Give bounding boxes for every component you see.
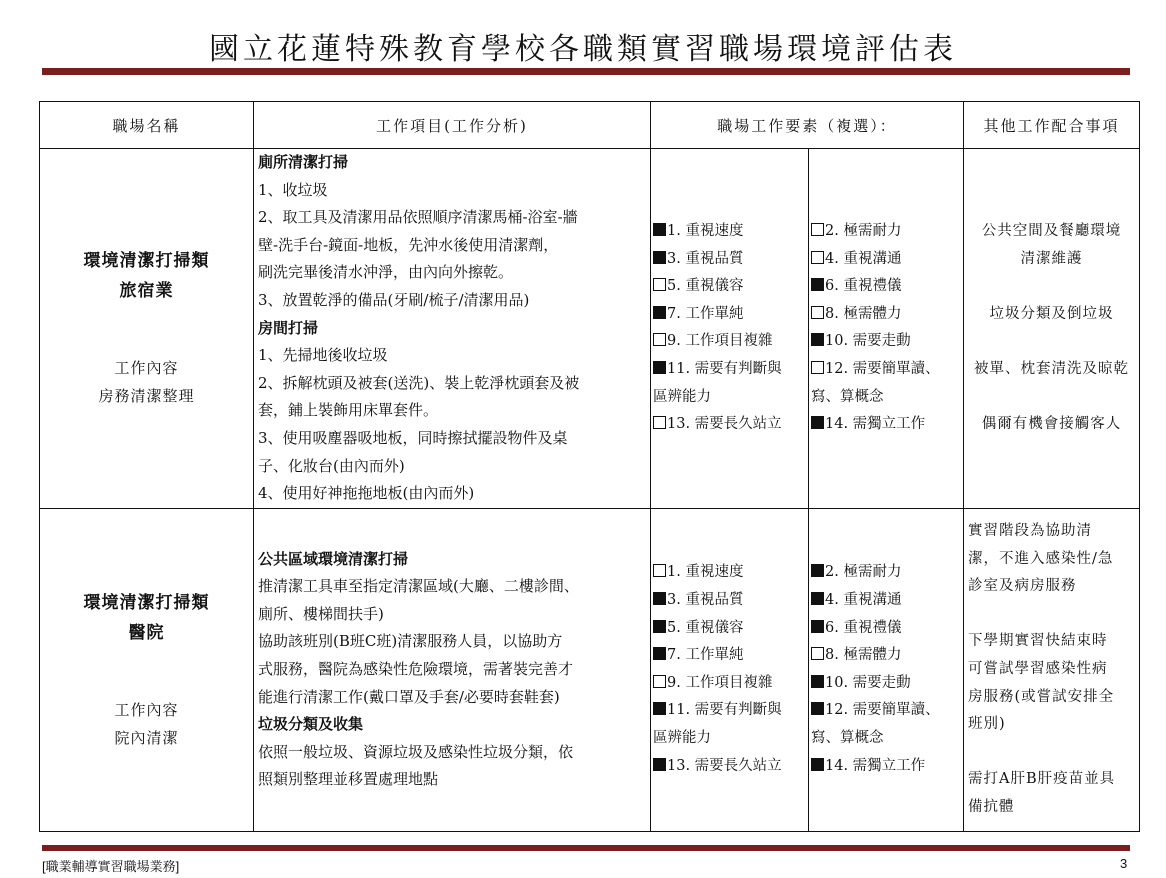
- requirement-label: 4. 重視溝通: [825, 591, 902, 608]
- requirement-item: [653, 384, 806, 412]
- requirement-label: 10. 需要走動: [825, 333, 911, 350]
- content-value: 房務清潔整理: [98, 387, 195, 406]
- header-work: 工作項目(工作分析): [254, 102, 651, 149]
- requirement-item: [653, 725, 806, 753]
- work-line: 刷洗完畢後清水沖淨，由內向外擦乾。: [258, 263, 514, 282]
- work-line: 廁所、樓梯間扶手): [258, 604, 384, 623]
- unchecked-box-icon: [653, 675, 666, 688]
- footer-label: [職業輔導實習職場業務]: [42, 859, 180, 874]
- work-line: 式服務，醫院為感染性危險環境，需著裝完善才: [258, 659, 574, 678]
- requirements-right: [809, 149, 964, 509]
- requirement-label: 12. 需要簡單讀、: [825, 702, 940, 719]
- requirement-item: [653, 697, 806, 725]
- requirement-item: [653, 559, 806, 587]
- requirement-item: [811, 246, 961, 274]
- table-row: [40, 149, 1140, 509]
- workplace-cell: [40, 508, 254, 831]
- work-line: 推清潔工具車至指定清潔區域(大廳、二樓診間、: [258, 577, 579, 596]
- content-value: 院內清潔: [114, 728, 179, 747]
- requirement-item: [653, 328, 806, 356]
- unchecked-box-icon: [811, 306, 824, 319]
- requirement-label: 13. 需要長久站立: [667, 757, 782, 774]
- content-label: 工作內容: [114, 359, 179, 378]
- work-line: 4、使用好神拖拖地板(由內而外): [258, 484, 475, 503]
- note-line: 潔，不進入感染性/急: [968, 550, 1114, 567]
- table-row: [40, 508, 1140, 831]
- work-line: 1、先掃地後收垃圾: [258, 346, 388, 365]
- requirement-item: [653, 218, 806, 246]
- checked-box-icon: [653, 592, 666, 605]
- requirement-label: 區辨能力: [653, 729, 711, 746]
- category: 環境清潔打掃類: [83, 592, 210, 613]
- header-name: 職場名稱: [40, 102, 254, 149]
- work-line: 1、收垃圾: [258, 180, 328, 199]
- note-line: 需打A肝B肝疫苗並具: [968, 771, 1116, 788]
- note-line: 垃圾分類及倒垃圾: [989, 305, 1114, 322]
- checked-box-icon: [653, 306, 666, 319]
- note-line: 可嘗試學習感染性病: [968, 660, 1108, 677]
- requirement-label: 11. 需要有判斷與: [667, 360, 782, 377]
- footer-divider: [42, 845, 1130, 851]
- workplace-type: 醫院: [128, 622, 165, 643]
- requirement-label: 寫、算概念: [811, 729, 884, 746]
- category: 環境清潔打掃類: [83, 251, 210, 272]
- note-line: 班別): [968, 716, 1006, 733]
- requirement-label: 2. 極需耐力: [825, 564, 902, 581]
- work-heading: 廁所清潔打掃: [258, 153, 349, 171]
- unchecked-box-icon: [653, 333, 666, 346]
- requirement-label: 1. 重視速度: [667, 222, 744, 239]
- requirement-label: 2. 極需耐力: [825, 222, 902, 239]
- requirement-item: [653, 753, 806, 781]
- work-line: 協助該班別(B班C班)清潔服務人員，以協助方: [258, 632, 563, 651]
- work-heading: 房間打掃: [258, 318, 319, 337]
- unchecked-box-icon: [811, 251, 824, 264]
- evaluation-table: [39, 101, 1140, 832]
- checked-box-icon: [811, 564, 824, 577]
- requirement-item: [811, 411, 961, 439]
- requirement-label: 14. 需獨立工作: [825, 416, 926, 433]
- requirement-label: 3. 重視品質: [667, 250, 744, 267]
- header-other: 其他工作配合事項: [964, 102, 1140, 149]
- requirement-label: 13. 需要長久站立: [667, 416, 782, 433]
- requirement-label: 8. 極需體力: [825, 647, 902, 664]
- other-notes: [964, 508, 1140, 831]
- work-line: 3、放置乾淨的備品(牙刷/梳子/清潔用品): [258, 290, 530, 309]
- unchecked-box-icon: [653, 416, 666, 429]
- work-line: 套，鋪上裝飾用床單套件。: [258, 401, 439, 420]
- workplace-type: 旅宿業: [119, 281, 174, 302]
- requirement-label: 14. 需獨立工作: [825, 757, 926, 774]
- checked-box-icon: [653, 251, 666, 264]
- requirement-label: 7. 工作單純: [667, 647, 744, 664]
- checked-box-icon: [653, 223, 666, 236]
- spacer: [964, 328, 1139, 356]
- spacer: [964, 273, 1139, 301]
- requirement-item: [811, 670, 961, 698]
- requirement-label: 寫、算概念: [811, 388, 884, 405]
- header-row: [40, 102, 1140, 149]
- work-line: 子、化妝台(由內而外): [258, 456, 405, 475]
- work-items-cell: [254, 149, 651, 509]
- requirement-item: [653, 246, 806, 274]
- work-heading: 公共區域環境清潔打掃: [258, 549, 409, 568]
- requirements-left: [651, 508, 809, 831]
- checked-box-icon: [811, 758, 824, 771]
- requirement-item: [811, 642, 961, 670]
- checked-box-icon: [811, 702, 824, 715]
- requirement-label: 9. 工作項目複雜: [667, 674, 773, 691]
- note-line: 下學期實習快結束時: [968, 633, 1108, 650]
- checked-box-icon: [811, 416, 824, 429]
- requirement-item: [811, 328, 961, 356]
- requirement-item: [653, 411, 806, 439]
- work-line: 3、使用吸塵器吸地板，同時擦拭擺設物件及桌: [258, 428, 568, 447]
- requirement-label: 7. 工作單純: [667, 305, 744, 322]
- note-line: 偶爾有機會接觸客人: [981, 416, 1122, 433]
- requirement-label: 1. 重視速度: [667, 564, 744, 581]
- note-line: 備抗體: [968, 798, 1015, 815]
- note-line: 公共空間及餐廳環境: [981, 222, 1122, 239]
- workplace-cell: [40, 149, 254, 509]
- unchecked-box-icon: [811, 361, 824, 374]
- requirement-label: 9. 工作項目複雜: [667, 333, 773, 350]
- header-req: 職場工作要素（複選）：: [651, 102, 964, 149]
- unchecked-box-icon: [653, 278, 666, 291]
- requirement-item: [653, 301, 806, 329]
- requirement-label: 12. 需要簡單讀、: [825, 360, 940, 377]
- requirement-item: [811, 697, 961, 725]
- work-line: 2、拆解枕頭及被套(送洗)、裝上乾淨枕頭套及被: [258, 373, 580, 392]
- unchecked-box-icon: [811, 223, 824, 236]
- checked-box-icon: [811, 278, 824, 291]
- requirement-label: 10. 需要走動: [825, 674, 911, 691]
- requirement-item: [811, 356, 961, 384]
- spacer: [964, 384, 1139, 412]
- unchecked-box-icon: [653, 564, 666, 577]
- requirement-item: [811, 384, 961, 412]
- work-items-cell: [254, 508, 651, 831]
- spacer: [968, 601, 1135, 629]
- checked-box-icon: [653, 702, 666, 715]
- requirements-left: [651, 149, 809, 509]
- checked-box-icon: [653, 647, 666, 660]
- requirement-item: [653, 273, 806, 301]
- page-number: 3: [1120, 856, 1128, 871]
- requirement-item: [653, 670, 806, 698]
- checked-box-icon: [811, 592, 824, 605]
- checked-box-icon: [811, 333, 824, 346]
- note-line: 診室及病房服務: [968, 578, 1077, 595]
- page-title: 國立花蓮特殊教育學校各職類實習職場環境評估表: [209, 32, 957, 67]
- requirement-label: 5. 重視儀容: [667, 619, 744, 636]
- other-notes: [964, 149, 1140, 509]
- requirement-item: [811, 753, 961, 781]
- checked-box-icon: [811, 675, 824, 688]
- requirement-item: [811, 218, 961, 246]
- requirement-item: [653, 356, 806, 384]
- note-line: 清潔維護: [1020, 250, 1083, 267]
- spacer: [968, 739, 1135, 767]
- title-divider: [42, 68, 1130, 75]
- work-line: 2、取工具及清潔用品依照順序清潔馬桶-浴室-牆: [258, 208, 578, 227]
- requirement-label: 6. 重視禮儀: [825, 619, 902, 636]
- note-line: 被單、枕套清洗及晾乾: [974, 360, 1130, 377]
- work-line: 依照一般垃圾、資源垃圾及感染性垃圾分類，依: [258, 742, 574, 761]
- requirement-label: 3. 重視品質: [667, 591, 744, 608]
- requirement-label: 11. 需要有判斷與: [667, 702, 782, 719]
- work-line: 能進行清潔工作(戴口罩及手套/必要時套鞋套): [258, 687, 560, 706]
- requirement-item: [811, 559, 961, 587]
- requirement-item: [653, 615, 806, 643]
- requirement-label: 4. 重視溝通: [825, 250, 902, 267]
- content-label: 工作內容: [114, 700, 179, 719]
- requirement-item: [653, 587, 806, 615]
- requirement-label: 8. 極需體力: [825, 305, 902, 322]
- note-line: 實習階段為協助清: [968, 522, 1093, 539]
- checked-box-icon: [811, 620, 824, 633]
- work-line: 壁-洗手台-鏡面-地板，先沖水後使用清潔劑，: [258, 235, 559, 254]
- work-line: 照類別整理並移置處理地點: [258, 770, 439, 789]
- work-heading: 垃圾分類及收集: [258, 715, 364, 734]
- requirement-item: [811, 615, 961, 643]
- unchecked-box-icon: [811, 647, 824, 660]
- requirement-item: [811, 725, 961, 753]
- requirement-item: [811, 301, 961, 329]
- requirement-item: [653, 642, 806, 670]
- checked-box-icon: [653, 361, 666, 374]
- requirement-item: [811, 587, 961, 615]
- checked-box-icon: [653, 758, 666, 771]
- requirement-label: 區辨能力: [653, 388, 711, 405]
- checked-box-icon: [653, 620, 666, 633]
- requirements-right: [809, 508, 964, 831]
- requirement-label: 5. 重視儀容: [667, 278, 744, 295]
- requirement-label: 6. 重視禮儀: [825, 278, 902, 295]
- requirement-item: [811, 273, 961, 301]
- note-line: 房服務(或嘗試安排全: [968, 688, 1115, 705]
